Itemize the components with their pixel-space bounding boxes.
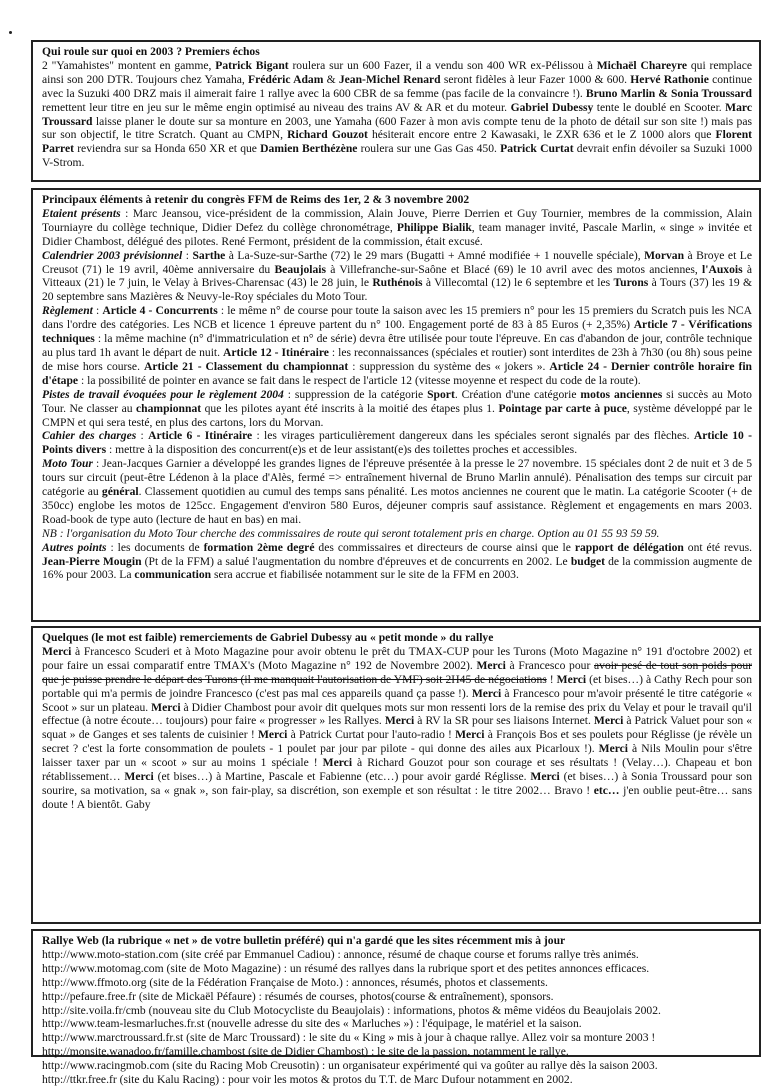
text-run: l'Auxois — [702, 262, 743, 276]
text-run: : Jean-Jacques Garnier a développé les grandes lignes de l'épreuve présentée à la presse le 27 novembre. 15 spéciales dont 2 de nuit et 3 de 5 tours sur circuit (peut-être Lédenon à la place d'Alès, fermé => entraînement hivernal de Bruno Marlin annulé). Pénalisation des temps sur circuit par catégorie au — [42, 457, 752, 499]
text-run: , team manager invité, Pascale Marlin, « singe » invitée et Didier Chambost, délégué des pilotes. René Fermont, président de la commission, était excusé. — [42, 220, 752, 248]
text-run: Hervé Rathonie — [630, 72, 709, 86]
text-run: championnat — [136, 401, 202, 415]
text-run: Article 7 - Vérifications techniques — [42, 318, 752, 346]
paragraph — [42, 990, 752, 1004]
text-run: Merci — [322, 756, 353, 770]
section-echos — [31, 40, 761, 182]
text-run: Damien Berthézène — [260, 142, 358, 156]
text-run: seront fidèles à leur Fazer 1000 & 600. — [440, 72, 631, 86]
section-title: Principaux éléments à retenir du congrès FFM de Reims des 1er, 2 & 3 novembre 2002 — [42, 193, 470, 206]
text-run: j'en oublie peut-être… sans doute ! A bientôt. Gaby — [42, 783, 752, 811]
text-run: NB : l'organisation du Moto Tour cherche des commissaires de route qui seront totalement pris en charge. Option au 01 55 93 59 59. — [42, 526, 660, 540]
text-run: Merci — [530, 770, 560, 784]
text-run: Merci — [384, 714, 415, 728]
text-run: Etaient présents — [42, 206, 121, 220]
text-run: si succès au Moto Tour. Ne classer au — [42, 387, 752, 415]
text-run: http://www.ffmoto.org (site de la Fédération Française de Moto.) : annonces, résumés, photos et classements. — [42, 975, 548, 989]
text-run: communication — [134, 568, 212, 582]
text-run: etc… — [593, 783, 620, 797]
text-run: à Richard Gouzot pour son courage et ses résultats ! (Velay…). Chapeau et bon rétablissement… — [42, 756, 752, 784]
text-run: Pistes de travail évoquées pour le règlement 2004 — [42, 387, 284, 401]
text-run: à Francesco Scuderi et à Moto Magazine pour avoir obtenu le prêt du TMAX-CUP pour les Turons (Moto Magazine n° 191 d'octobre 2002) et pour faire un essai comparatif entre TMAX's (Moto Magazine n° 192 de Novembre 2002). — [42, 644, 752, 672]
text-run: qui remplace ainsi son 200 DTR. Toujours chez Yamaha, — [42, 58, 752, 86]
section-rallye-web — [31, 929, 761, 1087]
text-run: à Tours (37) les 19 & 20 septembre sans Mazières & Neuvy-le-Roy spéciales du Moto Tour. — [42, 276, 752, 304]
text-run: Merci — [556, 672, 587, 686]
paragraph — [42, 962, 752, 976]
paragraph — [42, 388, 752, 430]
paragraph — [42, 1004, 752, 1018]
paragraph — [42, 645, 752, 812]
text-run: http://site.voila.fr/cmb (nouveau site du Club Motocycliste du Beaujolais) : informations, photos & même vidéos du Beaujolais 2002. — [42, 1003, 661, 1017]
text-run: des commissaires et directeurs de course ainsi que le — [314, 540, 575, 554]
text-run: Turons — [613, 276, 649, 290]
text-run: à Patrick Curtat pour l'auto-radio ! — [287, 728, 456, 742]
text-run: Michaël Chareyre — [596, 58, 688, 72]
text-run: : — [92, 304, 103, 318]
text-run: . Classement quotidien au cumul des temps sans pénalité. Les motos anciennes ne courent que le matin. La catégorie Scooter (+ de 350cc) englobe les motos de 125cc. Engagement d'environ 580 Euros, déjeuner compris sauf assistance. Règlement et engagements en mars 2003. Road-book de type auto (lecture de haut en bas) en mai. — [42, 485, 752, 526]
text-run: http://www.marctroussard.fr.st (site de Marc Troussard) : le site du « King » mis à jour à chaque rallye. Allez voir sa monture 2003 ! — [42, 1031, 656, 1045]
text-run: : les documents de — [106, 540, 204, 554]
text-run: Article 6 - Itinéraire — [148, 429, 253, 443]
text-run: Cahier des charges — [42, 429, 137, 443]
text-run: Morvan — [644, 248, 685, 262]
section-body — [42, 59, 752, 170]
text-run: Article 12 - Itinéraire — [223, 345, 329, 359]
text-run: Merci — [476, 658, 506, 672]
text-run: budget — [570, 554, 605, 568]
text-run: sera accrue et fiabilisée notamment sur le site de la FFM en 2003. — [211, 568, 519, 582]
text-run: à Francesco pour m'avoir présenté le titre catégorie « Scoot » sur un plateau. — [42, 686, 752, 714]
text-run: devrait enfin dévoiler sa Suzuki 1000 V-Strom. — [42, 142, 752, 170]
paragraph — [42, 1045, 752, 1059]
section-body — [42, 207, 752, 582]
text-run: Merci — [598, 742, 629, 756]
text-run: Richard Gouzot — [287, 128, 368, 142]
text-run: Merci — [471, 686, 502, 700]
paragraph — [42, 976, 752, 990]
text-run: à Patrick Valuet pour son « squat » de Ganges et ses talents de cuisinier ! — [42, 714, 752, 742]
page-dot — [9, 31, 12, 34]
text-run: http://ttkr.free.fr (site du Kalu Racing) : pour voir les motos & protos du T.T. de Marc Dufour notamment en 2002. — [42, 1073, 573, 1087]
section-title: Rallye Web (la rubrique « net » de votre bulletin préféré) qui n'a gardé que les sites récemment mis à jour — [42, 934, 566, 947]
text-run: Frédéric Adam — [248, 72, 324, 86]
paragraph — [42, 1059, 752, 1073]
text-run: tente le doublé en Scooter. — [593, 100, 726, 114]
section-remerciements — [31, 626, 761, 924]
text-run: avoir pesé de tout son poids pour que je puisse prendre le départ des Turons (il me manquait l'autorisation de YMF) soit 2H45 de négociations — [42, 658, 752, 686]
text-run: à Broye et Le Creusot (71) le 19 avril, 40ème anniversaire du — [42, 248, 753, 276]
text-run: Ruthénois — [372, 276, 423, 290]
text-run: Pointage par carte à puce — [498, 401, 627, 415]
text-run: Article 24 - Dernier contrôle horaire fin d'étape — [42, 359, 752, 387]
paragraph — [42, 948, 752, 962]
text-run: à Villefranche-sur-Saône et Blacé (69) le 10 avril avec des motos anciennes, — [326, 262, 703, 276]
section-title: Qui roule sur quoi en 2003 ? Premiers échos — [42, 45, 260, 58]
text-run: http://pefaure.free.fr (site de Mickaël Péfaure) : résumés de courses, photos(course & entraînement), sponsors. — [42, 989, 554, 1003]
text-run: : Marc Jeansou, vice-président de la commission, Alain Jouve, Pierre Derrien et Guy Tournier, membres de la commission, Alain Tourniayre du collège technique, Didier Defez du collège chronométrage, — [42, 206, 753, 234]
text-run: Article 4 - Concurrents — [102, 304, 218, 318]
section-body — [42, 948, 752, 1087]
text-run: Philippe Bialik — [396, 220, 472, 234]
text-run: roulera sur une Gas Gas 450. — [357, 142, 501, 156]
text-run: à Nils Moulin pour s'être laisser taxer par un « scoot » sur au moins 1 spéciale ! — [42, 742, 752, 770]
text-run: à Didier Chambost pour avoir dit quelques mots sur mon ressenti lors de la remise des prix du Velay et pour le travail qu'il effectue (à notre écoute… toujours) pour faire « progresser » les Rallyes. — [42, 700, 752, 728]
text-run: roulera sur un 600 Fazer, il a vendu son 400 WR ex-Pélissou à — [288, 58, 597, 72]
section-congres-ffm — [31, 188, 761, 622]
text-run: Autres points — [42, 540, 107, 554]
text-run: Article 21 - Classement du championnat — [143, 359, 349, 373]
text-run: Merci — [455, 728, 485, 742]
paragraph — [42, 1073, 752, 1087]
text-run: (et bises…) à Sonia Troussard pour son sourire, sa motivation, sa « gnak », son fair-play, sa discrétion, son exemple et son résultat : le titre 2002… Bravo ! — [42, 770, 752, 797]
text-run: (et bises…) à Cathy Rech pour son portable qui m'a permis de joindre Francesco (c'est pas mal ces appareils quand ça passe !). — [42, 672, 752, 700]
paragraph — [42, 527, 752, 541]
text-run: : suppression de la catégorie — [283, 387, 428, 401]
text-run: : les reconnaissances (spéciales et routier) sont interdites de 23h à 7h30 (ou 8h) sous peine de mise hors course. — [42, 345, 752, 373]
text-run: continue avec la Suzuki 400 DRZ mais il aimerait faire 1 rallye avec la 600 CBR de sa femme (pas facile de la convaincre !). — [42, 72, 753, 100]
text-run: Sport — [427, 387, 455, 401]
text-run: http://www.motomag.com (site de Moto Magazine) : un résumé des rallyes dans la rubrique sport et des petites annonces efficaces. — [42, 961, 650, 975]
text-run: Article 10 - Points divers — [42, 429, 752, 457]
text-run: . Création d'une catégorie — [454, 387, 581, 401]
text-run: remettent leur titre en jeu sur le même engin optimisé au niveau des trains AV & AR et du moteur. — [42, 100, 511, 114]
text-run: (Pt de la FFM) a salué l'augmentation du nombre d'épreuves et de concurrents en 2002. Le — [141, 554, 571, 568]
text-run: à Vitteaux (21) le 7 juin, le Velay à Brives-Charensac (43) le 28 juin, le — [42, 262, 752, 290]
text-run: Gabriel Dubessy — [510, 100, 594, 114]
text-run: de la commission augmente de 16% pour 2003. La — [42, 554, 752, 582]
text-run: hésiterait encore entre 2 Kawasaki, le ZXR 636 et le Z 1000 alors que — [367, 128, 716, 142]
text-run: motos anciennes — [580, 387, 663, 401]
text-run: : la possibilité de pointer en avance se fait dans le respect de l'article 12 (vitesse moyenne et respect du code de la route). — [78, 373, 641, 387]
paragraph — [42, 59, 752, 170]
text-run: général — [101, 485, 139, 499]
text-run: : les virages particulièrement dangereux dans les spéciales seront signalés par des flèches. — [252, 429, 694, 443]
section-body — [42, 645, 752, 812]
text-run: : suppression du système des « jokers ». — [348, 359, 550, 373]
text-run: que les pilotes ayant été inscrits à la moitié des étapes plus 1. — [201, 401, 499, 415]
text-run: & — [323, 72, 339, 86]
text-run: Moto Tour — [42, 457, 93, 471]
text-run: Merci — [257, 728, 288, 742]
paragraph — [42, 1031, 752, 1045]
text-run: Bruno Marlin & Sonia Troussard — [585, 86, 752, 100]
section-title: Quelques (le mot est faible) remerciements de Gabriel Dubessy au « petit monde » du rallye — [42, 631, 494, 644]
paragraph — [42, 1017, 752, 1031]
text-run: , système développé par le CMPN et qui sera testé, en plus des cartons, lors du Morvan. — [42, 401, 752, 429]
text-run: (et bises…) à Martine, Pascale et Fabienne (etc…) pour avoir gardé Réglisse. — [153, 770, 531, 784]
text-run: Beaujolais — [274, 262, 326, 276]
text-run: http://www.team-lesmarluches.fr.st (nouvelle adresse du site des « Marluches ») : l'équipage, le matériel et la saison. — [42, 1017, 582, 1031]
text-run: : — [182, 248, 193, 262]
text-run: à Villecomtal (12) le 6 septembre et les — [422, 276, 614, 290]
text-run: à La-Suze-sur-Sarthe (72) le 29 mars (Bugatti + Amné modifiée + 1 nouvelle spéciale), — [225, 248, 645, 262]
paragraph — [42, 304, 752, 387]
paragraph — [42, 429, 752, 457]
text-run: ! — [546, 672, 557, 686]
paragraph — [42, 457, 752, 527]
text-run: Merci — [42, 644, 72, 658]
text-run: Florent Parret — [42, 128, 753, 156]
text-run: : — [136, 429, 149, 443]
text-run: Marc Troussard — [42, 100, 752, 128]
text-run: http://monsite.wanadoo.fr/famille.chambost (site de Didier Chambost) : le site de la passion, notamment le rallye. — [42, 1045, 569, 1059]
text-run: formation 2ème degré — [203, 540, 315, 554]
text-run: : la même machine (n° d'immatriculation et n° de série) devra être utilisée pour toute l'épreuve. En cas d'abandon de jour, contrôle technique au plus tard 1h avant le départ de nuit. — [42, 332, 752, 359]
text-run: : le même n° de course pour toute la saison avec les 15 premiers n° pour les 15 premiers du Scratch puis les NCA dans l'ordre des catégories. Les NCB et licence 1 épreuve partent du n° 100. Engagement porté de 83 à 85 Euros (+ 2,35%) — [42, 304, 752, 332]
paragraph — [42, 207, 752, 249]
paragraph — [42, 541, 752, 583]
text-run: 2 "Yamahistes" montent en gamme, — [42, 58, 216, 72]
text-run: laisse planer le doute sur sa monture en 2003, une Yamaha (600 Fazer à mon avis compte tenu de la photo de détail sur son site !) mais pas sur son objectif, le titre Scratch. Quant au CMPN, — [42, 114, 752, 142]
text-run: Merci — [124, 770, 154, 784]
text-run: : mettre à la disposition des concurrent(e)s et de leur assistant(e)s des toilettes proches et accessibles. — [106, 443, 578, 457]
text-run: à François Bos et ses poulets pour Réglisse (je révèle un secret ? c'est la forte consommation de poulets - 1 poulet par jour par pilote - qui donne des ailes aux Picarloux !). — [42, 728, 752, 756]
text-run: à RV la SR pour ses liaisons Internet. — [414, 714, 594, 728]
text-run: reviendra sur sa Honda 650 XR et que — [73, 142, 261, 156]
text-run: rapport de délégation — [574, 540, 684, 554]
text-run: http://www.racingmob.com (site du Racing Mob Creusotin) : un organisateur expérimenté qui va goûter au rallye dès la saison 2003. — [42, 1059, 658, 1073]
text-run: Jean-Michel Renard — [338, 72, 441, 86]
text-run: http://www.moto-station.com (site créé par Emmanuel Cadiou) : annonce, résumé de chaque course et forums rallye très animés. — [42, 947, 639, 961]
text-run: Règlement — [42, 304, 93, 318]
text-run: Merci — [151, 700, 181, 714]
text-run: Sarthe — [192, 248, 226, 262]
text-run: à Francesco pour — [505, 658, 594, 672]
text-run: Jean-Pierre Mougin — [42, 554, 142, 568]
text-run: Patrick Bigant — [215, 58, 289, 72]
text-run: ont été revus. — [683, 540, 753, 554]
text-run: Merci — [593, 714, 624, 728]
text-run: Patrick Curtat — [500, 142, 574, 156]
paragraph — [42, 249, 752, 305]
text-run: Calendrier 2003 prévisionnel — [42, 248, 183, 262]
